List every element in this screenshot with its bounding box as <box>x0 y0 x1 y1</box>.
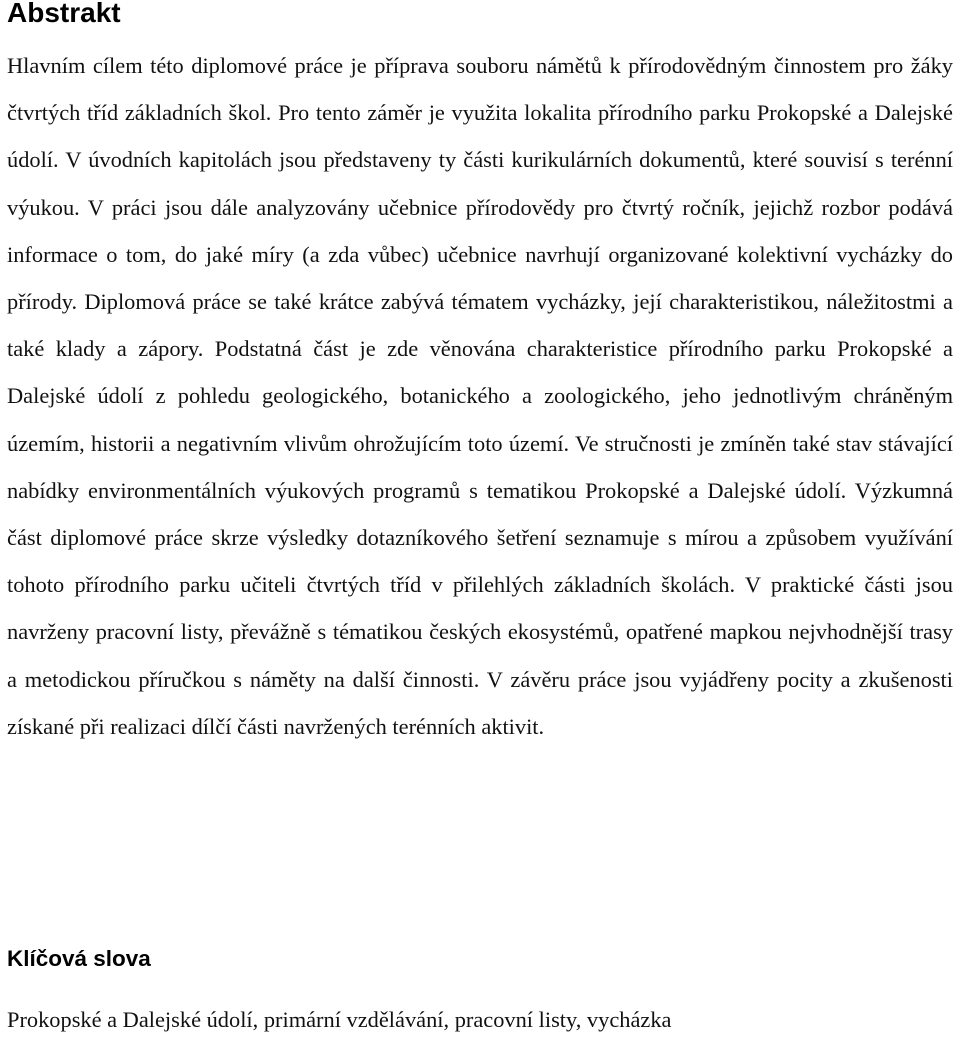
abstract-heading: Abstrakt <box>7 0 121 28</box>
abstract-paragraph: Hlavním cílem této diplomové práce je příprava souboru námětů k přírodovědným činnostem pro žáky čtvrtých tříd základních škol. Pro tento záměr je využita lokalita přírodního parku Prokopské a Dalejské údolí. V úvodních kapitolách jsou představeny ty části kurikulárních dokumentů, které souvisí s terénní výukou. V práci jsou dále analyzovány učebnice přírodovědy pro čtvrtý ročník, jejichž rozbor podává informace o tom, do jaké míry (a zda vůbec) učebnice navrhují organizované kolektivní vycházky do přírody. Diplomová práce se také krátce zabývá tématem vycházky, její charakteristikou, náležitostmi a také klady a zápory. Podstatná část je zde věnována charakteristice přírodního parku Prokopské a Dalejské údolí z pohledu geologického, botanického a zoologického, jeho jednotlivým chráněným územím, historii a negativním vlivům ohrožujícím toto území. Ve stručnosti je zmíněn také stav stávající nabídky environmentálních výukových programů s tematikou Prokopské a Dalejské údolí. Výzkumná část diplomové práce skrze výsledky dotazníkového šetření seznamuje s mírou a způsobem využívání tohoto přírodního parku učiteli čtvrtých tříd v přilehlých základních školách. V praktické části jsou navrženy pracovní listy, převážně s tématikou českých ekosystémů, opatřené mapkou nejvhodnější trasy a metodickou příručkou s náměty na další činnosti. V závěru práce jsou vyjádřeny pocity a zkušenosti získané při realizaci dílčí části navržených terénních aktivit. <box>7 53 953 739</box>
keywords-list: Prokopské a Dalejské údolí, primární vzdělávání, pracovní listy, vycházka <box>7 1007 672 1032</box>
keywords-heading: Klíčová slova <box>7 946 151 971</box>
